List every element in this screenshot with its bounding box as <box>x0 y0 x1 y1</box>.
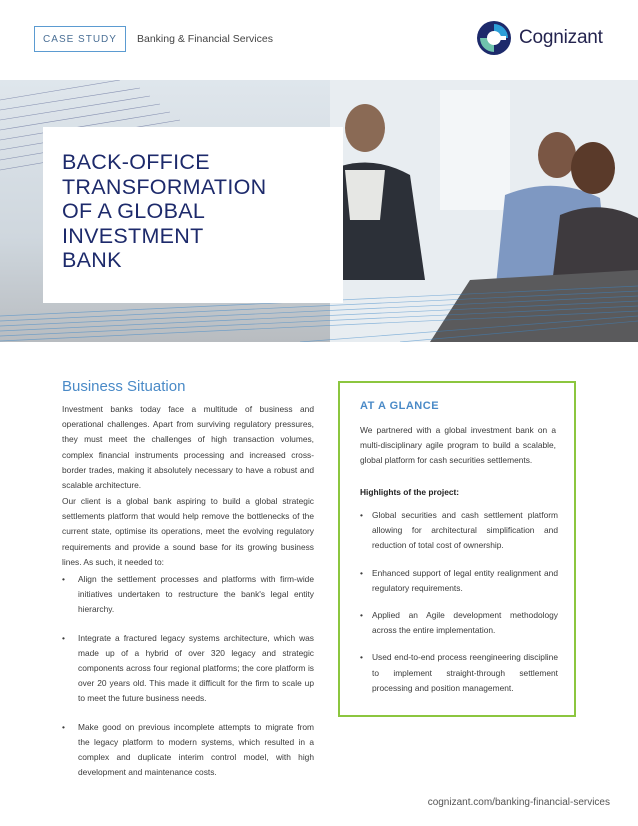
highlights-list <box>360 508 558 708</box>
cognizant-logo[interactable] <box>476 20 603 56</box>
list-item: • Used end-to-end process reengineering discipline to implement straight-through settlement processing and position management. <box>360 650 558 696</box>
business-situation-heading: Business Situation <box>62 378 186 395</box>
at-a-glance-box <box>338 381 576 717</box>
needs-list <box>62 572 314 793</box>
list-item: • Make good on previous incomplete attempts to migrate from the legacy platform to modern systems, which resulted in a complex and duplicate interim control model, with high development and maintenance costs. <box>62 720 314 781</box>
list-item: • Integrate a fractured legacy systems architecture, which was made up of a hybrid of over 320 legacy and strategic components across four regional platforms; the core platform is over 20 years old. This made it difficult for the firm to scale up to meet the future business needs. <box>62 631 314 707</box>
sector-label: Banking & Financial Services <box>137 33 273 45</box>
title-line: INVESTMENT <box>62 223 204 248</box>
situation-paragraph-2: Our client is a global bank aspiring to build a global strategic settlements platform that would help remove the bottlenecks of the current state, optimise its operations, meet the evolving regulatory requirements and provide a sound base for its growing business lines. As such, it needed to: <box>62 496 314 567</box>
page-title <box>62 150 322 273</box>
list-item: • Applied an Agile development methodology across the entire implementation. <box>360 608 558 638</box>
at-a-glance-intro: We partnered with a global investment bank on a multi-disciplinary agile program to build a scalable, global platform for cash securities settlements. <box>360 425 556 466</box>
brand-name: Cognizant <box>519 27 603 48</box>
list-item: • Enhanced support of legal entity realignment and regulatory requirements. <box>360 566 558 596</box>
situation-paragraph-1: Investment banks today face a multitude of business and operational challenges. Apart from surviving regulatory pressures, they must meet the challenges of high transaction volumes, complex financial instruments processing and increased cross-border trades, making it absolutely necessary to have a robust and scalable architecture. <box>62 404 314 491</box>
title-line: BACK-OFFICE <box>62 150 210 174</box>
highlights-heading: Highlights of the project: <box>360 487 460 497</box>
case-study-tag: CASE STUDY <box>34 26 126 52</box>
cognizant-logo-icon <box>476 20 512 56</box>
list-item: • Align the settlement processes and platforms with firm-wide initiatives undertaken to restructure the bank's legal entity hierarchy. <box>62 572 314 618</box>
title-line: TRANSFORMATION <box>62 174 267 199</box>
list-item: • Global securities and cash settlement platform allowing for architectural simplification and reduction of total cost of ownership. <box>360 508 558 554</box>
title-line: BANK <box>62 248 122 272</box>
footer-link[interactable]: cognizant.com/banking-financial-services <box>427 797 610 808</box>
title-line: OF A GLOBAL <box>62 199 206 223</box>
at-a-glance-heading: AT A GLANCE <box>360 400 440 412</box>
